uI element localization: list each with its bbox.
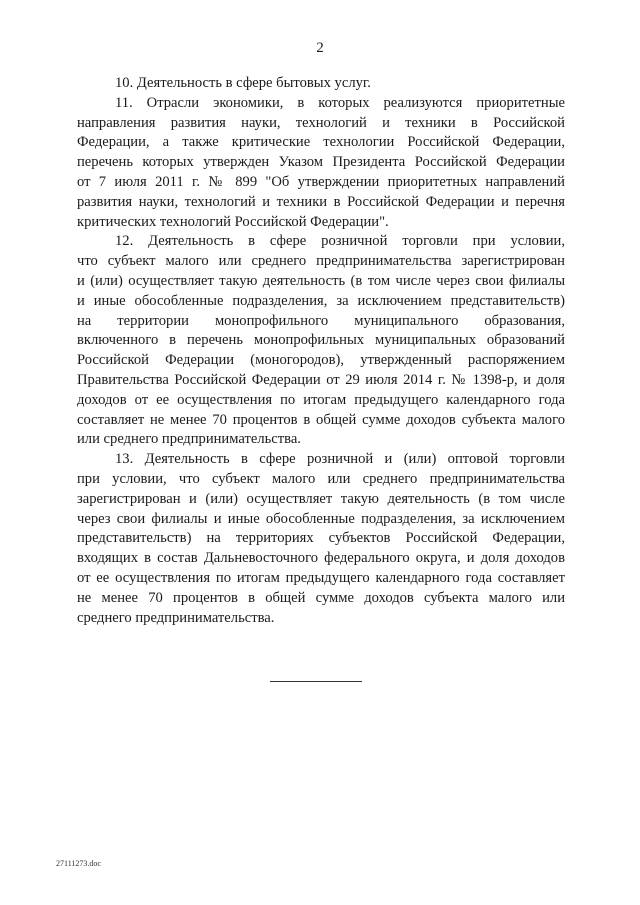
text-line: при условии, что субъект малого или среднего предпринимательства [77,470,565,487]
text-line: что субъект малого или среднего предпринимательства зарегистрирован [77,253,565,270]
text-line: или среднего предпринимательства. [77,431,301,448]
text-line: зарегистрирован и (или) осуществляет такую деятельность (в том числе [77,490,565,507]
paragraph-13 [77,450,565,628]
page-number: 2 [316,40,324,56]
text-line: доходов от ее осуществления по итогам предыдущего календарного года [77,391,565,408]
paragraph-11 [77,94,565,233]
text-line: представительств) на территориях субъектов Российской Федерации, [77,530,565,547]
text-line: развития науки, технологий и техники в Российской Федерации и перечня [77,193,565,210]
text-line: и иные обособленные подразделения, за исключением представительств) [77,292,565,309]
text-line: Российской Федерации (моногородов), утвержденный распоряжением [77,352,565,369]
text-line: от 7 июля 2011 г. № 899 "Об утверждении приоритетных направлений [77,173,565,190]
text-line: Федерации, а также критические технологии Российской Федерации, [77,134,565,151]
text-line: на территории монопрофильного муниципального образования, [77,312,565,329]
text-line: от ее осуществления по итогам предыдущего календарного года составляет [77,569,565,586]
text-line: составляет не менее 70 процентов в общей сумме доходов субъекта малого [77,411,565,428]
document-body [77,74,565,628]
text-line: через свои филиалы и иные обособленные подразделения, за исключением [77,510,565,527]
text-line: 13. Деятельность в сфере розничной и (или) оптовой торговли [115,451,565,468]
text-line: 11. Отрасли экономики, в которых реализуются приоритетные [115,94,565,111]
text-line: Правительства Российской Федерации от 29 июля 2014 г. № 1398-р, и доля [77,371,565,388]
text-line: и (или) осуществляет такую деятельность (в том числе через свои филиалы [77,272,565,289]
text-line: критических технологий Российской Федерации". [77,213,389,230]
text-line: не менее 70 процентов в общей сумме доходов субъекта малого или [77,589,565,606]
text-line: входящих в состав Дальневосточного федерального округа, и доля доходов [77,550,565,567]
text-line: 12. Деятельность в сфере розничной торговли при условии, [115,233,565,250]
closing-divider [270,681,362,682]
paragraph-12 [77,232,565,450]
text-line: среднего предпринимательства. [77,609,275,626]
text-line: включенного в перечень монопрофильных муниципальных образований [77,332,565,349]
text-line: 10. Деятельность в сфере бытовых услуг. [115,75,371,91]
text-line: перечень которых утвержден Указом Президента Российской Федерации [77,154,565,171]
paragraph-10 [77,74,565,94]
document-file-id: 27111273.doc [56,859,101,868]
text-line: направления развития науки, технологий и техники в Российской [77,114,565,131]
